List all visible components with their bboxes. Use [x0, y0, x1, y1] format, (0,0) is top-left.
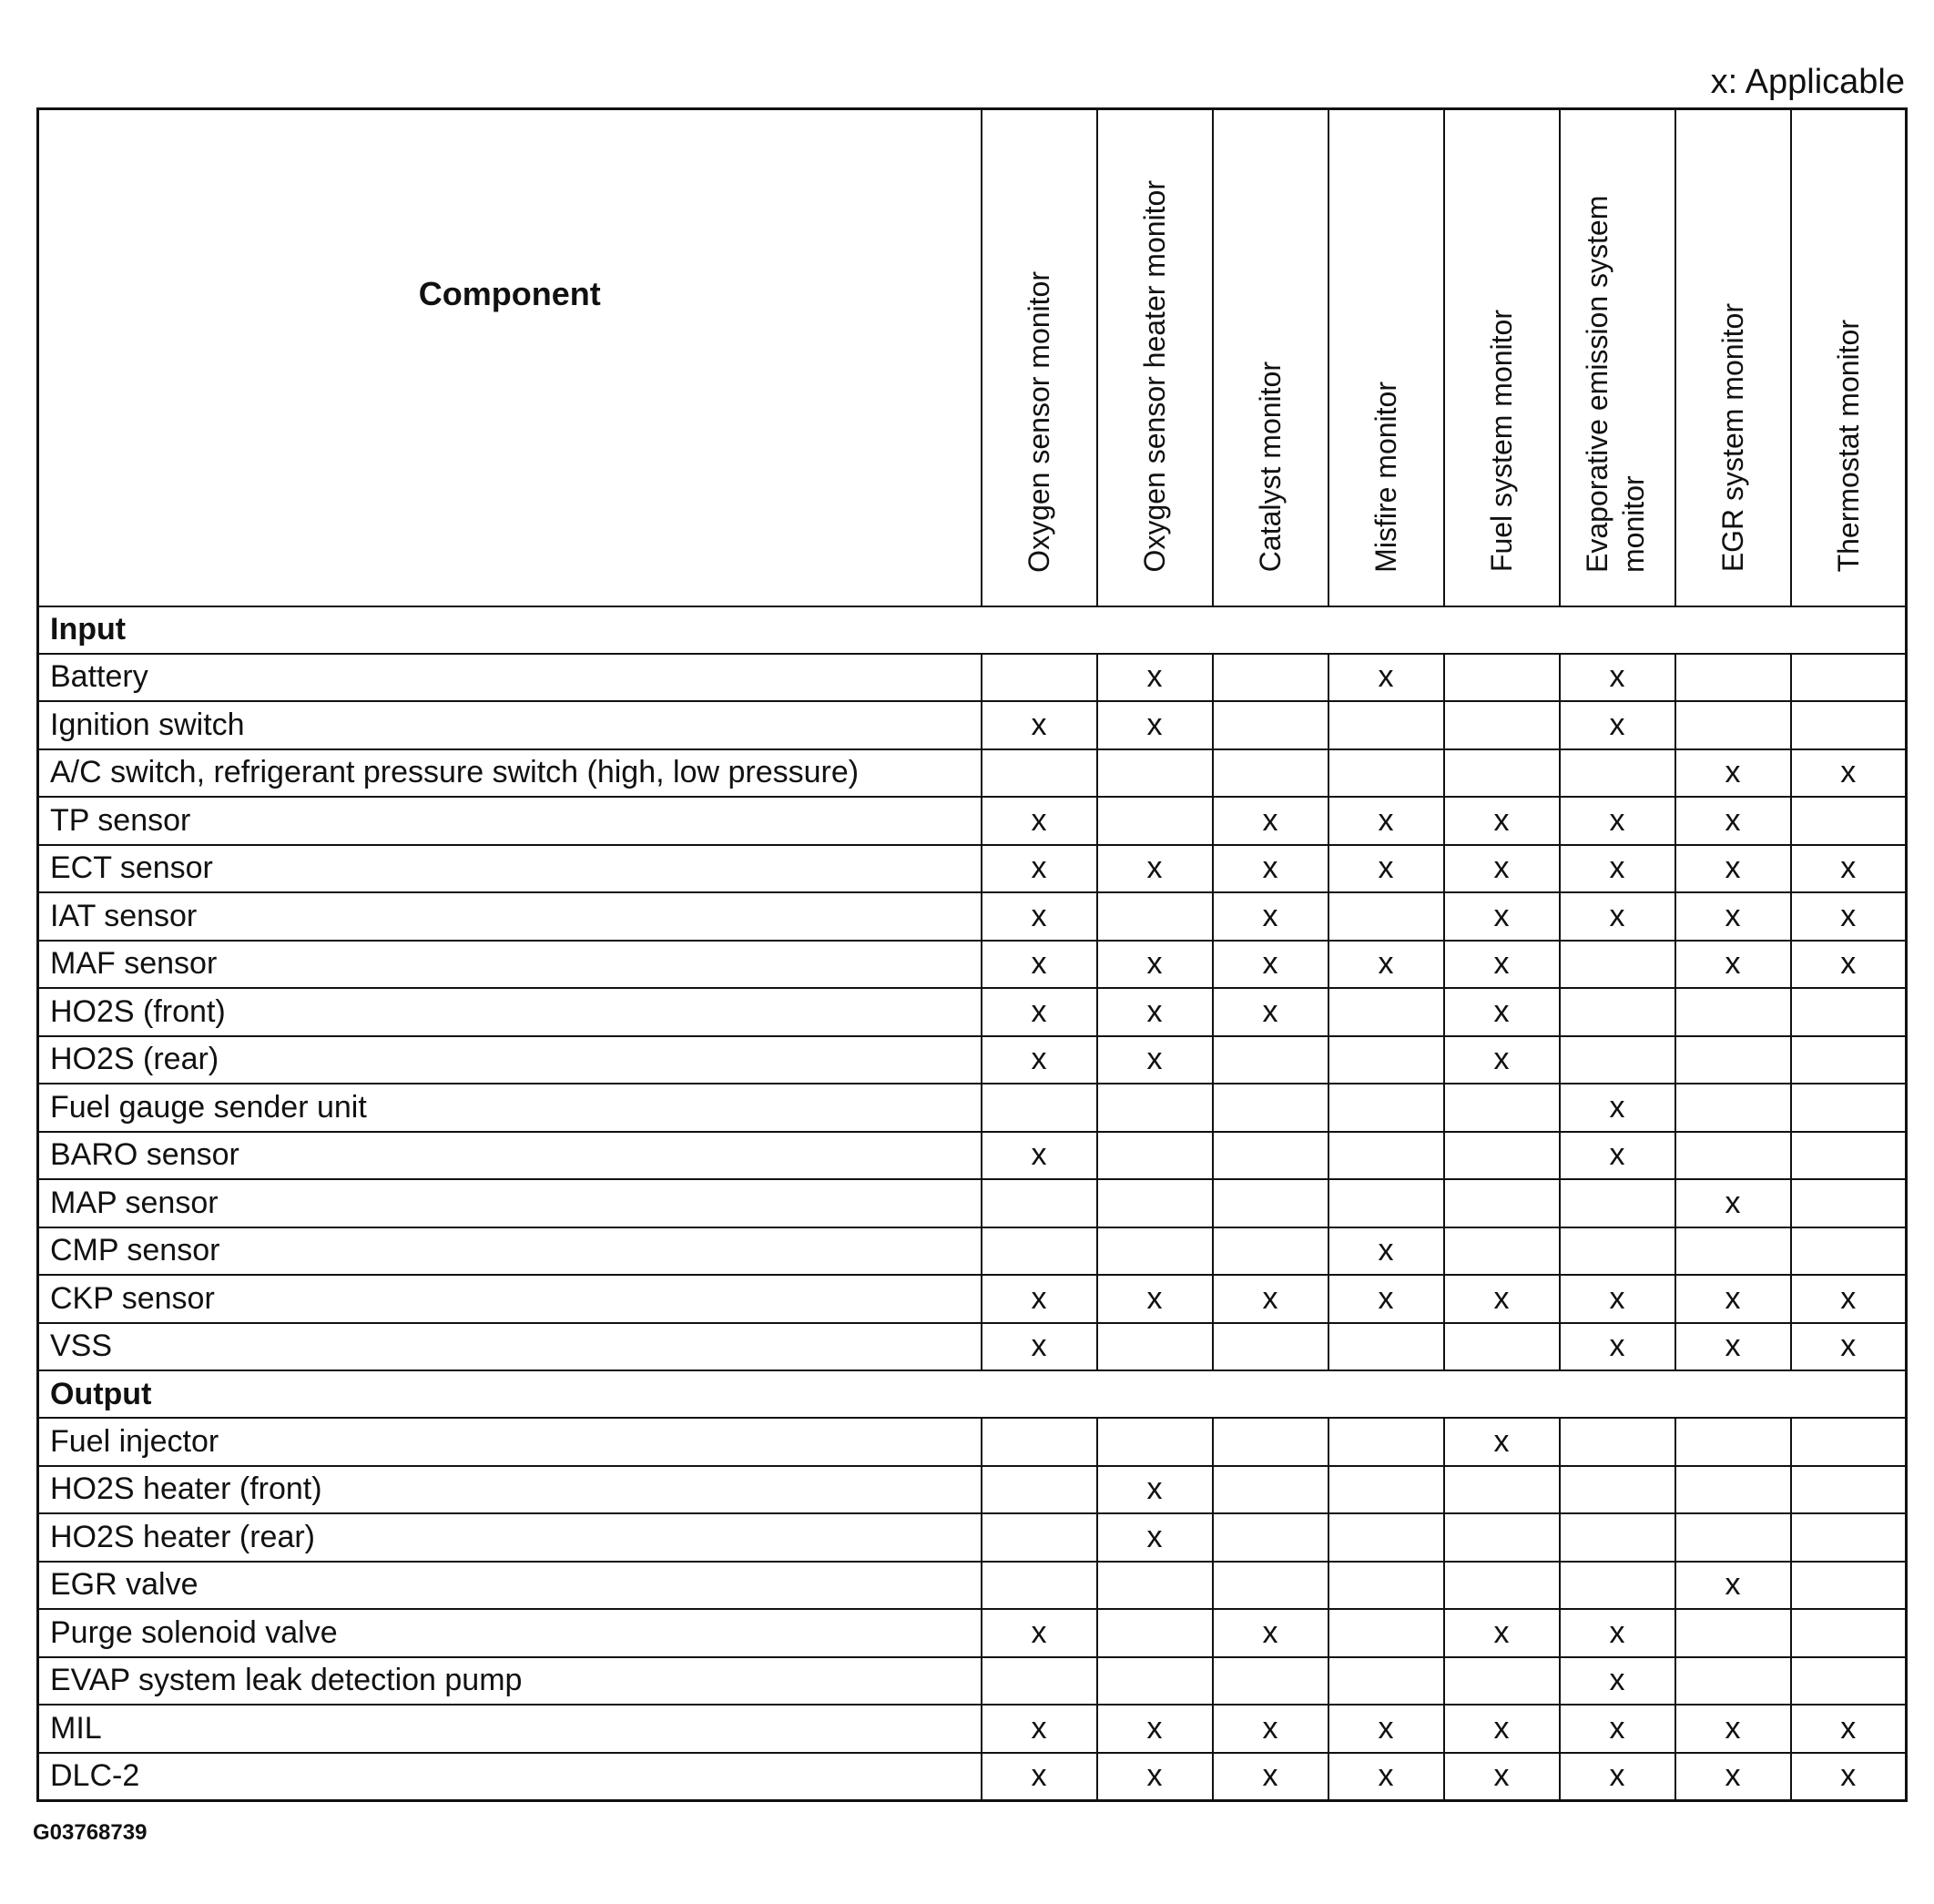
- header-row: [38, 109, 1907, 606]
- applicability-cell: [1097, 892, 1213, 941]
- applicability-cell: x: [1560, 1657, 1675, 1705]
- applicability-cell: x: [1213, 941, 1328, 989]
- applicability-cell: x: [1560, 797, 1675, 845]
- applicability-cell: x: [982, 1132, 1097, 1180]
- section-title: Output: [38, 1370, 1907, 1418]
- applicability-cell: [1328, 1084, 1444, 1132]
- applicability-cell: [1213, 1466, 1328, 1514]
- table-row: [38, 845, 1907, 893]
- applicability-cell: x: [1328, 941, 1444, 989]
- section-title: Input: [38, 606, 1907, 654]
- applicability-cell: x: [1791, 1753, 1907, 1801]
- applicability-cell: x: [1560, 1323, 1675, 1371]
- applicability-cell: x: [1213, 1609, 1328, 1657]
- applicability-cell: x: [1213, 1275, 1328, 1323]
- applicability-cell: [1560, 941, 1675, 989]
- table-row: [38, 1418, 1907, 1466]
- applicability-cell: [1097, 1657, 1213, 1705]
- applicability-cell: x: [1097, 654, 1213, 702]
- applicability-cell: x: [1328, 845, 1444, 893]
- applicability-cell: x: [1444, 845, 1560, 893]
- applicability-cell: x: [982, 1323, 1097, 1371]
- table-row: [38, 1609, 1907, 1657]
- component-name: HO2S (front): [38, 988, 982, 1036]
- applicability-cell: [1791, 1657, 1907, 1705]
- applicability-cell: x: [1444, 797, 1560, 845]
- applicability-cell: [1444, 1323, 1560, 1371]
- applicability-cell: x: [1560, 892, 1675, 941]
- applicability-cell: x: [1213, 797, 1328, 845]
- applicability-cell: [1791, 1084, 1907, 1132]
- applicability-cell: [1444, 1466, 1560, 1514]
- applicability-cell: [1097, 1323, 1213, 1371]
- applicability-cell: x: [1213, 845, 1328, 893]
- applicability-cell: x: [1097, 1466, 1213, 1514]
- applicability-cell: [1213, 749, 1328, 798]
- applicability-cell: x: [1444, 1418, 1560, 1466]
- applicability-cell: x: [982, 941, 1097, 989]
- applicability-cell: [1560, 1227, 1675, 1276]
- applicability-cell: [1675, 1036, 1791, 1084]
- applicability-cell: x: [1097, 845, 1213, 893]
- applicability-cell: x: [1560, 654, 1675, 702]
- applicability-cell: x: [1444, 988, 1560, 1036]
- applicability-cell: [1213, 1227, 1328, 1276]
- table-row: [38, 1323, 1907, 1371]
- applicability-cell: [1675, 1084, 1791, 1132]
- applicability-cell: [1097, 1132, 1213, 1180]
- applicability-cell: [1675, 1466, 1791, 1514]
- applicability-cell: x: [982, 892, 1097, 941]
- component-name: MAP sensor: [38, 1179, 982, 1227]
- applicability-cell: [1791, 1513, 1907, 1562]
- applicability-cell: [1213, 1657, 1328, 1705]
- applicability-cell: [1328, 1418, 1444, 1466]
- applicability-cell: [982, 1562, 1097, 1610]
- applicability-cell: [1213, 1132, 1328, 1180]
- applicability-cell: x: [1675, 1753, 1791, 1801]
- applicability-cell: x: [982, 988, 1097, 1036]
- applicability-cell: x: [1097, 1753, 1213, 1801]
- applicability-cell: x: [1560, 1753, 1675, 1801]
- applicability-cell: [1097, 1179, 1213, 1227]
- applicability-cell: [1213, 1513, 1328, 1562]
- applicability-cell: [1560, 1418, 1675, 1466]
- applicability-cell: [1791, 1036, 1907, 1084]
- applicability-cell: x: [1213, 892, 1328, 941]
- applicability-cell: [982, 1418, 1097, 1466]
- applicability-cell: [1444, 749, 1560, 798]
- applicability-cell: [1444, 1179, 1560, 1227]
- monitor-header-label: Evaporative emission system monitor: [1581, 195, 1650, 573]
- applicability-cell: x: [1097, 941, 1213, 989]
- table-row: [38, 1705, 1907, 1753]
- applicability-cell: x: [982, 1036, 1097, 1084]
- monitor-header-misfire: [1328, 109, 1444, 606]
- applicability-cell: [1328, 892, 1444, 941]
- applicability-cell: [982, 749, 1097, 798]
- monitor-header-fuel-system: [1444, 109, 1560, 606]
- applicability-cell: [1328, 749, 1444, 798]
- monitor-header-label: Oxygen sensor heater monitor: [1138, 180, 1171, 573]
- applicability-cell: [1791, 1179, 1907, 1227]
- applicability-cell: x: [1560, 845, 1675, 893]
- applicability-cell: x: [1444, 941, 1560, 989]
- applicability-cell: [1328, 1562, 1444, 1610]
- applicability-cell: x: [1675, 1275, 1791, 1323]
- monitor-header-label: Misfire monitor: [1369, 381, 1402, 573]
- applicability-cell: x: [982, 1705, 1097, 1753]
- monitor-header-oxygen-sensor-heater: [1097, 109, 1213, 606]
- table-row: [38, 1275, 1907, 1323]
- monitor-header-egr-system: [1675, 109, 1791, 606]
- applicability-cell: [1444, 1132, 1560, 1180]
- table-row: [38, 1753, 1907, 1801]
- figure-id: G03768739: [33, 1820, 148, 1845]
- component-name: HO2S heater (rear): [38, 1513, 982, 1562]
- table-row: [38, 797, 1907, 845]
- applicability-cell: x: [1791, 1705, 1907, 1753]
- applicability-cell: [1791, 1466, 1907, 1514]
- monitor-header-label: Catalyst monitor: [1254, 361, 1287, 573]
- applicability-cell: x: [1444, 1036, 1560, 1084]
- applicability-cell: x: [1560, 1132, 1675, 1180]
- applicability-cell: [982, 1513, 1097, 1562]
- applicability-cell: x: [1097, 1705, 1213, 1753]
- applicability-cell: x: [1791, 892, 1907, 941]
- applicability-cell: x: [1097, 1513, 1213, 1562]
- component-header: Component: [38, 109, 982, 606]
- applicability-cell: x: [982, 701, 1097, 749]
- component-name: IAT sensor: [38, 892, 982, 941]
- applicability-cell: [1213, 1036, 1328, 1084]
- applicability-cell: [1675, 1418, 1791, 1466]
- component-name: MAF sensor: [38, 941, 982, 989]
- applicability-cell: x: [1328, 1705, 1444, 1753]
- applicability-cell: [1328, 1036, 1444, 1084]
- applicability-cell: [1675, 988, 1791, 1036]
- applicability-cell: [1560, 1513, 1675, 1562]
- monitor-header-catalyst: [1213, 109, 1328, 606]
- table-row: [38, 1036, 1907, 1084]
- applicability-cell: x: [1560, 1084, 1675, 1132]
- component-name: DLC-2: [38, 1753, 982, 1801]
- applicability-cell: [1097, 1227, 1213, 1276]
- monitor-header-label: Thermostat monitor: [1831, 320, 1865, 573]
- applicability-cell: [1560, 1562, 1675, 1610]
- applicability-cell: [1328, 1466, 1444, 1514]
- applicability-cell: [1328, 1657, 1444, 1705]
- applicability-cell: x: [1213, 988, 1328, 1036]
- component-name: MIL: [38, 1705, 982, 1753]
- applicability-cell: [1791, 1562, 1907, 1610]
- table-row: [38, 988, 1907, 1036]
- applicability-cell: x: [982, 1609, 1097, 1657]
- applicability-cell: [982, 654, 1097, 702]
- component-name: Battery: [38, 654, 982, 702]
- applicability-cell: [1791, 797, 1907, 845]
- applicability-cell: [982, 1466, 1097, 1514]
- applicability-cell: x: [1675, 1705, 1791, 1753]
- applicability-cell: x: [1675, 1179, 1791, 1227]
- applicability-cell: [982, 1657, 1097, 1705]
- table-row: [38, 941, 1907, 989]
- component-name: Fuel injector: [38, 1418, 982, 1466]
- applicability-cell: [1213, 1179, 1328, 1227]
- applicability-cell: [1791, 654, 1907, 702]
- applicability-cell: x: [1097, 1036, 1213, 1084]
- section-row: [38, 1370, 1907, 1418]
- applicability-cell: x: [1560, 701, 1675, 749]
- applicability-cell: [1097, 797, 1213, 845]
- applicability-cell: [1560, 1036, 1675, 1084]
- applicability-cell: [1560, 749, 1675, 798]
- applicability-cell: [1328, 1179, 1444, 1227]
- applicability-cell: x: [982, 1753, 1097, 1801]
- applicability-cell: [1097, 1418, 1213, 1466]
- applicability-cell: x: [1560, 1609, 1675, 1657]
- applicability-cell: [1675, 1609, 1791, 1657]
- component-name: ECT sensor: [38, 845, 982, 893]
- applicability-cell: x: [1791, 1275, 1907, 1323]
- applicability-cell: [1444, 654, 1560, 702]
- applicability-cell: x: [1675, 797, 1791, 845]
- applicability-cell: x: [1444, 1705, 1560, 1753]
- table-row: [38, 749, 1907, 798]
- monitor-header-oxygen-sensor: [982, 109, 1097, 606]
- component-name: A/C switch, refrigerant pressure switch (high, low pressure): [38, 749, 982, 798]
- applicability-cell: [1213, 1323, 1328, 1371]
- table-row: [38, 1084, 1907, 1132]
- table-row: [38, 892, 1907, 941]
- applicability-cell: [982, 1084, 1097, 1132]
- applicability-cell: [1560, 988, 1675, 1036]
- applicability-cell: x: [1444, 1275, 1560, 1323]
- applicability-cell: x: [1328, 654, 1444, 702]
- applicability-cell: [982, 1227, 1097, 1276]
- table-row: [38, 1227, 1907, 1276]
- applicability-cell: x: [1675, 845, 1791, 893]
- applicability-cell: x: [1560, 1275, 1675, 1323]
- applicability-cell: [1444, 1084, 1560, 1132]
- applicability-cell: [1675, 701, 1791, 749]
- applicability-cell: x: [982, 1275, 1097, 1323]
- applicability-cell: x: [1097, 988, 1213, 1036]
- applicability-cell: x: [1675, 1562, 1791, 1610]
- applicability-cell: [1791, 1418, 1907, 1466]
- applicability-cell: x: [1097, 701, 1213, 749]
- applicability-cell: [1328, 701, 1444, 749]
- table-row: [38, 1513, 1907, 1562]
- applicability-cell: x: [1791, 941, 1907, 989]
- applicability-cell: [1213, 1562, 1328, 1610]
- applicability-cell: x: [1675, 892, 1791, 941]
- monitor-header-label: EGR system monitor: [1716, 303, 1749, 573]
- component-name: HO2S (rear): [38, 1036, 982, 1084]
- applicability-cell: x: [1328, 1275, 1444, 1323]
- applicability-cell: [1444, 1227, 1560, 1276]
- monitor-applicability-table: [36, 107, 1908, 1802]
- applicability-cell: [1675, 1132, 1791, 1180]
- component-name: Ignition switch: [38, 701, 982, 749]
- applicability-cell: [1328, 988, 1444, 1036]
- legend-text: x: Applicable: [1710, 63, 1905, 101]
- applicability-cell: x: [1791, 1323, 1907, 1371]
- applicability-cell: [1097, 1084, 1213, 1132]
- applicability-cell: x: [1444, 1753, 1560, 1801]
- table-row: [38, 1132, 1907, 1180]
- section-row: [38, 606, 1907, 654]
- applicability-cell: [1791, 988, 1907, 1036]
- applicability-cell: x: [982, 845, 1097, 893]
- applicability-cell: [1213, 1418, 1328, 1466]
- applicability-cell: x: [982, 797, 1097, 845]
- applicability-cell: [1097, 1562, 1213, 1610]
- table-row: [38, 1466, 1907, 1514]
- applicability-cell: [1444, 1657, 1560, 1705]
- applicability-cell: [982, 1179, 1097, 1227]
- component-name: Purge solenoid valve: [38, 1609, 982, 1657]
- applicability-cell: [1791, 701, 1907, 749]
- applicability-cell: [1675, 654, 1791, 702]
- applicability-cell: [1444, 1562, 1560, 1610]
- applicability-cell: [1675, 1227, 1791, 1276]
- applicability-cell: [1791, 1227, 1907, 1276]
- applicability-cell: x: [1097, 1275, 1213, 1323]
- table-row: [38, 701, 1907, 749]
- monitor-header-evaporative-emission: [1560, 109, 1675, 606]
- table-row: [38, 1179, 1907, 1227]
- applicability-cell: x: [1213, 1705, 1328, 1753]
- applicability-cell: [1328, 1323, 1444, 1371]
- applicability-cell: x: [1444, 892, 1560, 941]
- component-name: EGR valve: [38, 1562, 982, 1610]
- applicability-cell: x: [1675, 941, 1791, 989]
- applicability-cell: [1444, 701, 1560, 749]
- table-body: [38, 606, 1907, 1801]
- component-name: CMP sensor: [38, 1227, 982, 1276]
- applicability-cell: [1097, 749, 1213, 798]
- monitor-header-thermostat: [1791, 109, 1907, 606]
- monitor-header-label: Oxygen sensor monitor: [1023, 270, 1055, 573]
- component-name: HO2S heater (front): [38, 1466, 982, 1514]
- applicability-cell: [1213, 1084, 1328, 1132]
- applicability-cell: x: [1213, 1753, 1328, 1801]
- applicability-cell: x: [1560, 1705, 1675, 1753]
- monitor-header-label: Fuel system monitor: [1485, 310, 1518, 573]
- applicability-cell: [1444, 1513, 1560, 1562]
- table-row: [38, 1562, 1907, 1610]
- applicability-cell: [1328, 1513, 1444, 1562]
- applicability-cell: [1560, 1179, 1675, 1227]
- table-row: [38, 1657, 1907, 1705]
- component-name: Fuel gauge sender unit: [38, 1084, 982, 1132]
- applicability-cell: x: [1444, 1609, 1560, 1657]
- applicability-cell: [1791, 1132, 1907, 1180]
- applicability-cell: x: [1675, 1323, 1791, 1371]
- table-row: [38, 654, 1907, 702]
- component-name: BARO sensor: [38, 1132, 982, 1180]
- applicability-cell: x: [1328, 797, 1444, 845]
- applicability-cell: [1675, 1657, 1791, 1705]
- applicability-cell: x: [1791, 845, 1907, 893]
- applicability-cell: x: [1675, 749, 1791, 798]
- applicability-cell: x: [1328, 1227, 1444, 1276]
- applicability-cell: [1791, 1609, 1907, 1657]
- component-name: CKP sensor: [38, 1275, 982, 1323]
- applicability-cell: [1328, 1132, 1444, 1180]
- component-name: EVAP system leak detection pump: [38, 1657, 982, 1705]
- applicability-cell: x: [1328, 1753, 1444, 1801]
- component-name: TP sensor: [38, 797, 982, 845]
- applicability-cell: [1328, 1609, 1444, 1657]
- applicability-cell: [1560, 1466, 1675, 1514]
- applicability-cell: [1097, 1609, 1213, 1657]
- applicability-cell: [1213, 654, 1328, 702]
- applicability-cell: [1675, 1513, 1791, 1562]
- component-name: VSS: [38, 1323, 982, 1371]
- applicability-cell: [1213, 701, 1328, 749]
- applicability-cell: x: [1791, 749, 1907, 798]
